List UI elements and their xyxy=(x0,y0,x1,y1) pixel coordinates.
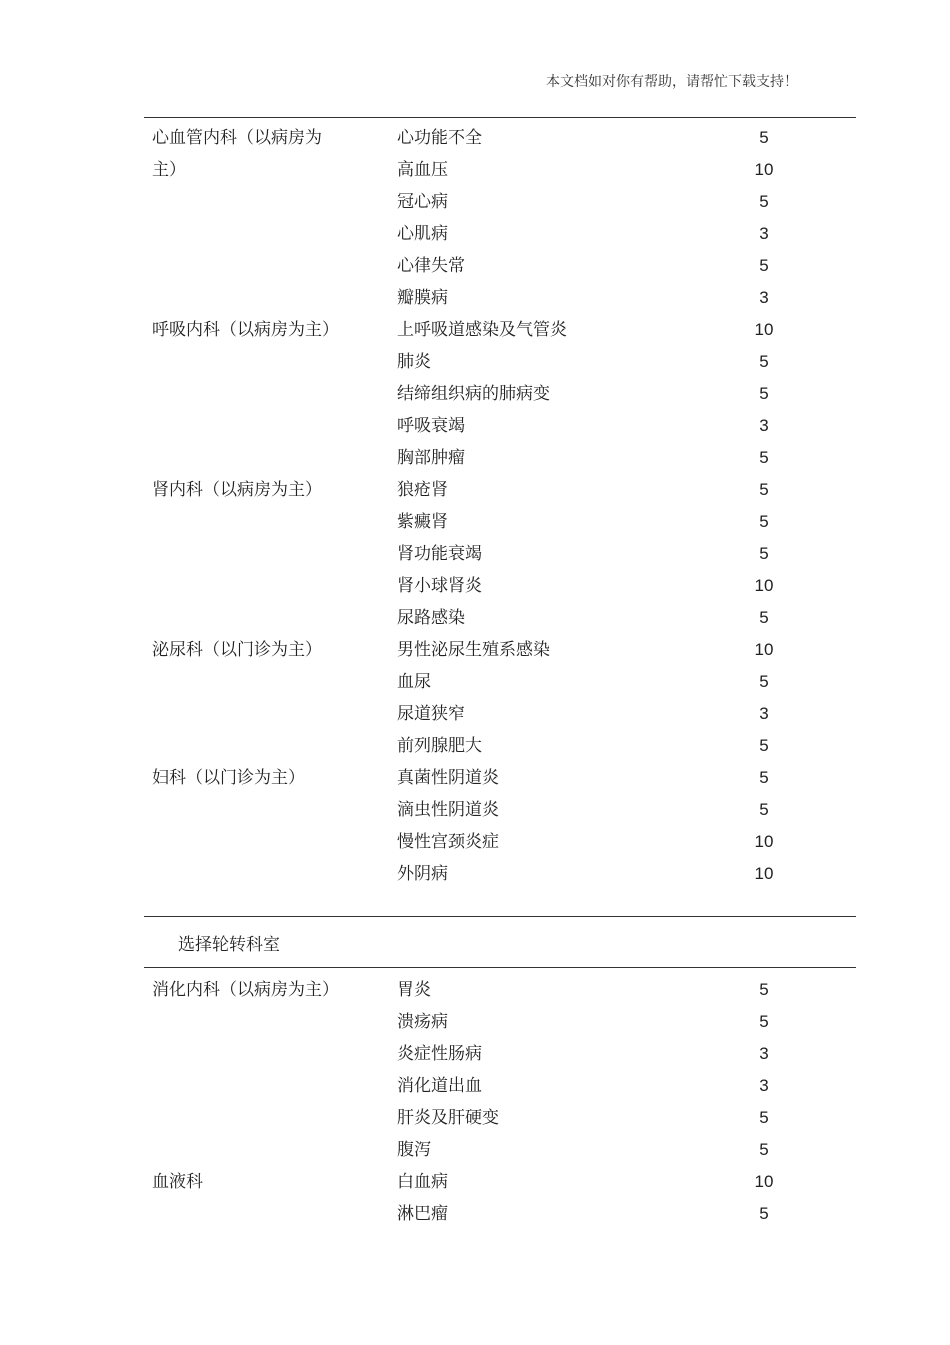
disease-cell: 尿道狭窄 xyxy=(397,704,465,724)
table-row xyxy=(144,250,856,282)
table1-bottom-rule xyxy=(144,916,856,917)
disease-cell: 心肌病 xyxy=(397,224,448,244)
disease-cell: 腹泻 xyxy=(397,1140,431,1160)
table-row xyxy=(144,634,856,666)
table-row xyxy=(144,858,856,890)
case-count-cell: 10 xyxy=(754,864,774,883)
case-count-cell: 3 xyxy=(759,1044,769,1063)
disease-cell: 白血病 xyxy=(397,1172,448,1192)
table-row xyxy=(144,474,856,506)
table-row xyxy=(144,602,856,634)
disease-cell: 狼疮肾 xyxy=(397,480,448,500)
table-row xyxy=(144,442,856,474)
table1-top-rule xyxy=(144,117,856,118)
case-count-cell: 5 xyxy=(759,1140,769,1159)
department-cell: 呼吸内科（以病房为主） xyxy=(152,320,339,340)
disease-cell: 高血压 xyxy=(397,160,448,180)
case-count-cell: 3 xyxy=(759,1076,769,1095)
case-count-cell: 5 xyxy=(759,1108,769,1127)
case-count-cell: 5 xyxy=(759,672,769,691)
table-row xyxy=(144,1070,856,1102)
disease-cell: 男性泌尿生殖系感染 xyxy=(397,640,550,660)
table-row xyxy=(144,826,856,858)
case-count-cell: 5 xyxy=(759,800,769,819)
department-cell: 血液科 xyxy=(152,1172,203,1192)
disease-cell: 胃炎 xyxy=(397,980,431,1000)
case-count-cell: 5 xyxy=(759,256,769,275)
case-count-cell: 10 xyxy=(754,576,774,595)
disease-cell: 血尿 xyxy=(397,672,431,692)
table-row xyxy=(144,1198,856,1230)
case-count-cell: 3 xyxy=(759,224,769,243)
case-count-cell: 5 xyxy=(759,608,769,627)
case-count-cell: 5 xyxy=(759,192,769,211)
table-row xyxy=(144,154,856,186)
rotation-table-elective xyxy=(144,974,856,1230)
case-count-cell: 10 xyxy=(754,160,774,179)
table-row xyxy=(144,346,856,378)
disease-cell: 滴虫性阴道炎 xyxy=(397,800,499,820)
disease-cell: 外阴病 xyxy=(397,864,448,884)
table-row xyxy=(144,762,856,794)
rotation-table-required xyxy=(144,122,856,890)
case-count-cell: 3 xyxy=(759,288,769,307)
table-row xyxy=(144,730,856,762)
table-row xyxy=(144,314,856,346)
page-header-note: 本文档如对你有帮助，请帮忙下载支持！ xyxy=(546,74,798,90)
case-count-cell: 5 xyxy=(759,980,769,999)
disease-cell: 胸部肿瘤 xyxy=(397,448,465,468)
disease-cell: 冠心病 xyxy=(397,192,448,212)
table-row xyxy=(144,1166,856,1198)
department-cell: 妇科（以门诊为主） xyxy=(152,768,305,788)
case-count-cell: 10 xyxy=(754,640,774,659)
disease-cell: 紫癜肾 xyxy=(397,512,448,532)
case-count-cell: 5 xyxy=(759,768,769,787)
table-row xyxy=(144,794,856,826)
disease-cell: 尿路感染 xyxy=(397,608,465,628)
department-cell: 泌尿科（以门诊为主） xyxy=(152,640,322,660)
disease-cell: 肾功能衰竭 xyxy=(397,544,482,564)
disease-cell: 心功能不全 xyxy=(397,128,482,148)
table-row xyxy=(144,218,856,250)
disease-cell: 结缔组织病的肺病变 xyxy=(397,384,550,404)
disease-cell: 上呼吸道感染及气管炎 xyxy=(397,320,567,340)
case-count-cell: 10 xyxy=(754,832,774,851)
disease-cell: 肾小球肾炎 xyxy=(397,576,482,596)
table-row xyxy=(144,974,856,1006)
disease-cell: 肝炎及肝硬变 xyxy=(397,1108,499,1128)
table-row xyxy=(144,410,856,442)
disease-cell: 呼吸衰竭 xyxy=(397,416,465,436)
case-count-cell: 10 xyxy=(754,320,774,339)
department-cell: 消化内科（以病房为主） xyxy=(152,980,339,1000)
case-count-cell: 5 xyxy=(759,544,769,563)
table-row xyxy=(144,570,856,602)
case-count-cell: 5 xyxy=(759,512,769,531)
table-row xyxy=(144,186,856,218)
case-count-cell: 5 xyxy=(759,448,769,467)
table-row xyxy=(144,506,856,538)
disease-cell: 慢性宫颈炎症 xyxy=(397,832,499,852)
table-row xyxy=(144,698,856,730)
case-count-cell: 10 xyxy=(754,1172,774,1191)
disease-cell: 真菌性阴道炎 xyxy=(397,768,499,788)
case-count-cell: 5 xyxy=(759,352,769,371)
table-row xyxy=(144,1006,856,1038)
table-row xyxy=(144,666,856,698)
table-row xyxy=(144,538,856,570)
table2-top-rule xyxy=(144,967,856,968)
disease-cell: 前列腺肥大 xyxy=(397,736,482,756)
case-count-cell: 5 xyxy=(759,128,769,147)
table-row xyxy=(144,1038,856,1070)
disease-cell: 淋巴瘤 xyxy=(397,1204,448,1224)
disease-cell: 瓣膜病 xyxy=(397,288,448,308)
table-row xyxy=(144,282,856,314)
case-count-cell: 5 xyxy=(759,736,769,755)
disease-cell: 心律失常 xyxy=(397,256,465,276)
disease-cell: 炎症性肠病 xyxy=(397,1044,482,1064)
case-count-cell: 5 xyxy=(759,1012,769,1031)
table-row xyxy=(144,1102,856,1134)
case-count-cell: 5 xyxy=(759,384,769,403)
case-count-cell: 5 xyxy=(759,480,769,499)
case-count-cell: 3 xyxy=(759,704,769,723)
table-row xyxy=(144,1134,856,1166)
department-cell: 肾内科（以病房为主） xyxy=(152,480,322,500)
department-cell: 心血管内科（以病房为主） xyxy=(152,128,322,180)
disease-cell: 溃疡病 xyxy=(397,1012,448,1032)
section-title: 选择轮转科室 xyxy=(178,935,280,955)
case-count-cell: 3 xyxy=(759,416,769,435)
disease-cell: 肺炎 xyxy=(397,352,431,372)
case-count-cell: 5 xyxy=(759,1204,769,1223)
table-row xyxy=(144,378,856,410)
disease-cell: 消化道出血 xyxy=(397,1076,482,1096)
